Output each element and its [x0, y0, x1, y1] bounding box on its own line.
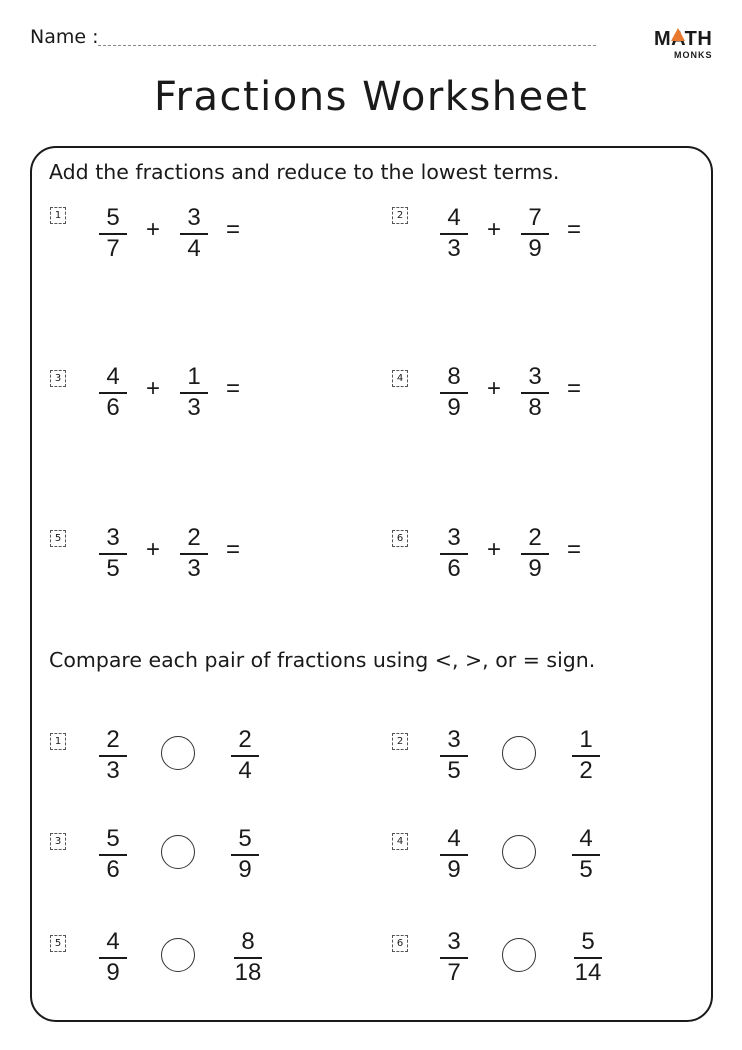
- fraction-a: [434, 364, 474, 421]
- problem-number: 6: [392, 935, 408, 952]
- add-instruction: Add the fractions and reduce to the lowest terms.: [49, 160, 560, 184]
- answer-circle[interactable]: [502, 835, 536, 869]
- fraction-a: [434, 525, 474, 582]
- fraction-b: [566, 826, 606, 883]
- equals-sign: =: [226, 536, 241, 563]
- numerator: 3: [447, 726, 461, 753]
- fraction-b: [515, 205, 555, 262]
- problem-number: 3: [50, 370, 66, 387]
- plus-sign: +: [487, 375, 502, 402]
- fraction-b: [568, 929, 608, 986]
- numerator: 4: [106, 363, 120, 390]
- compare-instruction: Compare each pair of fractions using <, >, or = sign.: [49, 648, 596, 672]
- denominator: 9: [447, 856, 461, 883]
- numerator: 2: [106, 726, 120, 753]
- fraction-a: [93, 929, 133, 986]
- equals-sign: =: [567, 536, 582, 563]
- denominator: 3: [187, 394, 201, 421]
- plus-sign: +: [146, 375, 161, 402]
- denominator: 6: [447, 555, 461, 582]
- denominator: 7: [447, 959, 461, 986]
- denominator: 3: [447, 235, 461, 262]
- denominator: 3: [106, 757, 120, 784]
- logo-math-text: MATH: [654, 28, 713, 50]
- numerator: 8: [447, 363, 461, 390]
- problem-number: 2: [392, 207, 408, 224]
- problem-number: 4: [392, 370, 408, 387]
- fraction-a: [434, 826, 474, 883]
- logo-triangle-icon: [671, 28, 685, 41]
- logo-monks-text: MONKS: [674, 50, 713, 60]
- problem-number: 2: [392, 733, 408, 750]
- problem-number: 1: [50, 733, 66, 750]
- fraction-b: [228, 929, 268, 986]
- denominator: 5: [447, 757, 461, 784]
- equals-sign: =: [226, 216, 241, 243]
- problem-number: 5: [50, 530, 66, 547]
- numerator: 5: [581, 928, 595, 955]
- denominator: 3: [187, 555, 201, 582]
- denominator: 6: [106, 856, 120, 883]
- equals-sign: =: [567, 375, 582, 402]
- denominator: 9: [528, 235, 542, 262]
- equals-sign: =: [226, 375, 241, 402]
- numerator: 3: [447, 928, 461, 955]
- numerator: 1: [187, 363, 201, 390]
- fraction-b: [225, 727, 265, 784]
- fraction-a: [93, 364, 133, 421]
- denominator: 5: [579, 856, 593, 883]
- fraction-a: [93, 205, 133, 262]
- numerator: 4: [447, 204, 461, 231]
- denominator: 5: [106, 555, 120, 582]
- numerator: 5: [106, 204, 120, 231]
- problem-number: 5: [50, 935, 66, 952]
- fraction-b: [174, 525, 214, 582]
- numerator: 2: [238, 726, 252, 753]
- numerator: 1: [579, 726, 593, 753]
- fraction-a: [93, 826, 133, 883]
- fraction-b: [174, 205, 214, 262]
- fraction-a: [434, 727, 474, 784]
- problem-number: 3: [50, 833, 66, 850]
- numerator: 3: [447, 524, 461, 551]
- denominator: 8: [528, 394, 542, 421]
- denominator: 9: [447, 394, 461, 421]
- numerator: 2: [187, 524, 201, 551]
- denominator: 4: [187, 235, 201, 262]
- denominator: 18: [234, 959, 262, 986]
- numerator: 5: [238, 825, 252, 852]
- numerator: 5: [106, 825, 120, 852]
- fraction-a: [434, 205, 474, 262]
- numerator: 3: [187, 204, 201, 231]
- numerator: 3: [528, 363, 542, 390]
- plus-sign: +: [146, 216, 161, 243]
- numerator: 4: [579, 825, 593, 852]
- problem-number: 4: [392, 833, 408, 850]
- plus-sign: +: [146, 536, 161, 563]
- answer-circle[interactable]: [161, 736, 195, 770]
- numerator: 4: [106, 928, 120, 955]
- fraction-b: [566, 727, 606, 784]
- fraction-a: [93, 727, 133, 784]
- fraction-b: [225, 826, 265, 883]
- plus-sign: +: [487, 216, 502, 243]
- numerator: 7: [528, 204, 542, 231]
- name-label: Name :: [30, 26, 99, 48]
- plus-sign: +: [487, 536, 502, 563]
- numerator: 4: [447, 825, 461, 852]
- fraction-b: [174, 364, 214, 421]
- problem-number: 1: [50, 207, 66, 224]
- denominator: 2: [579, 757, 593, 784]
- denominator: 4: [238, 757, 252, 784]
- fraction-b: [515, 525, 555, 582]
- fraction-a: [93, 525, 133, 582]
- equals-sign: =: [567, 216, 582, 243]
- denominator: 7: [106, 235, 120, 262]
- math-monks-logo: [654, 28, 718, 58]
- denominator: 9: [528, 555, 542, 582]
- denominator: 6: [106, 394, 120, 421]
- denominator: 9: [238, 856, 252, 883]
- answer-circle[interactable]: [161, 938, 195, 972]
- denominator: 9: [106, 959, 120, 986]
- numerator: 3: [106, 524, 120, 551]
- denominator: 14: [574, 959, 602, 986]
- worksheet-box: [30, 146, 713, 1022]
- answer-circle[interactable]: [502, 736, 536, 770]
- problem-number: 6: [392, 530, 408, 547]
- numerator: 8: [241, 928, 255, 955]
- name-line[interactable]: [98, 45, 596, 46]
- numerator: 2: [528, 524, 542, 551]
- answer-circle[interactable]: [161, 835, 195, 869]
- answer-circle[interactable]: [502, 938, 536, 972]
- fraction-b: [515, 364, 555, 421]
- fraction-a: [434, 929, 474, 986]
- page-title: Fractions Worksheet: [153, 74, 589, 120]
